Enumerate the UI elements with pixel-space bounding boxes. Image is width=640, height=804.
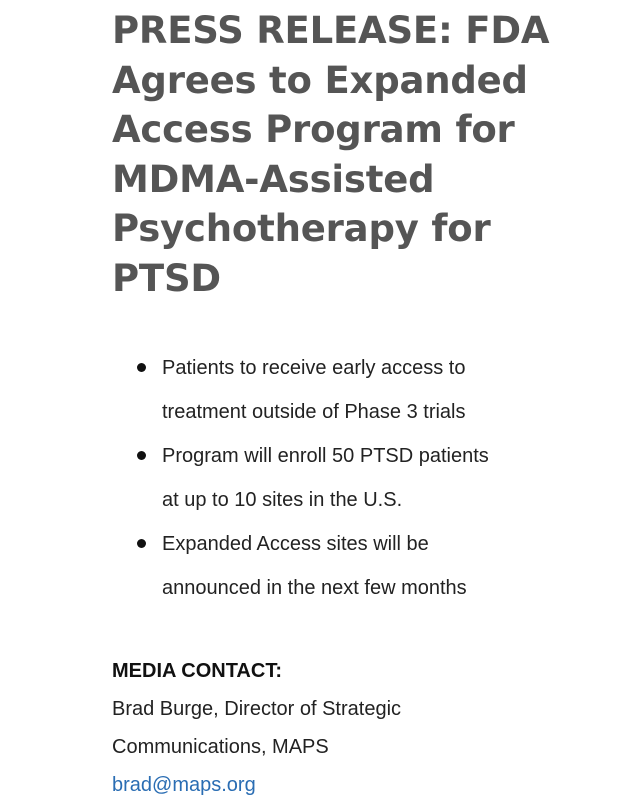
media-contact-email-link[interactable]: brad@maps.org bbox=[112, 774, 256, 796]
media-contact-name: Brad Burge, Director of Strategic bbox=[112, 698, 402, 720]
list-item-text: Program will enroll 50 PTSD patients bbox=[162, 445, 489, 467]
media-contact-organization: Communications, MAPS bbox=[112, 736, 329, 758]
list-item-text: Expanded Access sites will be bbox=[162, 533, 429, 555]
media-contact bbox=[112, 652, 612, 804]
key-points-list bbox=[162, 346, 602, 610]
headline-line: PTSD bbox=[112, 256, 221, 300]
bullet-dot-icon bbox=[137, 363, 146, 372]
headline-line: Agrees to Expanded bbox=[112, 58, 528, 102]
media-contact-heading: MEDIA CONTACT: bbox=[112, 660, 282, 682]
list-item-text: at up to 10 sites in the U.S. bbox=[162, 489, 403, 511]
bullet-dot-icon bbox=[137, 451, 146, 460]
headline-line: MDMA-Assisted bbox=[112, 157, 435, 201]
list-item-text: announced in the next few months bbox=[162, 577, 467, 599]
list-item bbox=[162, 434, 602, 522]
headline-line: PRESS RELEASE: FDA bbox=[112, 9, 550, 52]
headline-line: Psychotherapy for bbox=[112, 207, 491, 250]
list-item-text: treatment outside of Phase 3 trials bbox=[162, 401, 466, 423]
list-item bbox=[162, 522, 602, 610]
headline bbox=[112, 6, 612, 303]
bullet-dot-icon bbox=[137, 539, 146, 548]
list-item bbox=[162, 346, 602, 434]
list-item-text: Patients to receive early access to bbox=[162, 357, 466, 379]
headline-line: Access Program for bbox=[112, 108, 515, 151]
